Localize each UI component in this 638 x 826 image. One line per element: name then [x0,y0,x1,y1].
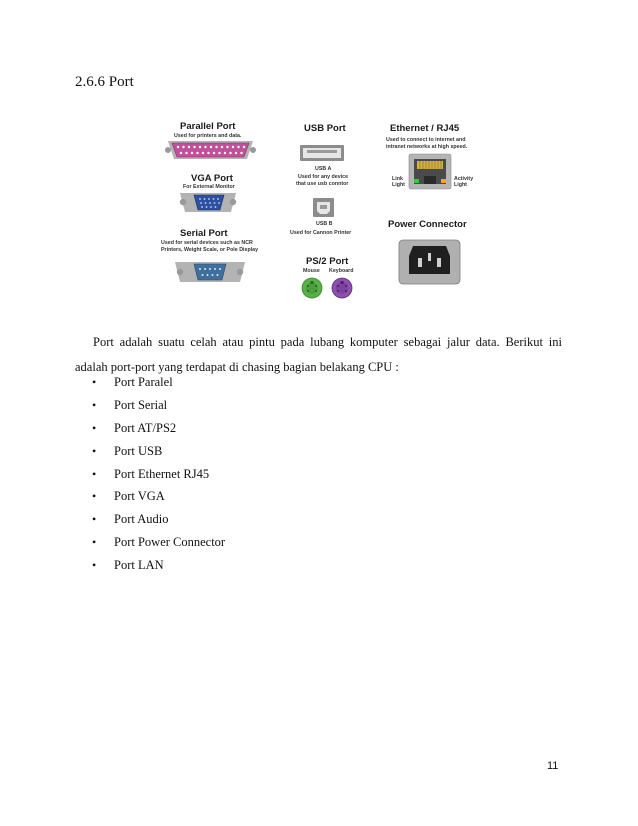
list-item-text: Port LAN [114,558,164,573]
list-item-text: Port USB [114,443,163,458]
list-item-text: Port AT/PS2 [114,420,177,435]
list-item [92,371,225,394]
bullet-icon: • [92,466,97,481]
list-item [92,531,225,554]
ps2-keyboard-port-icon [332,278,352,298]
usb-b-port-icon [313,198,334,217]
bullet-icon: • [92,420,97,435]
usb-b-desc: Used for Cannon Printer [290,230,352,236]
activity-light-label-1: Activity [454,176,474,182]
link-light-label-2: Light [392,182,405,188]
ethernet-desc-2: intranet networks at high speed. [386,144,468,150]
list-item [92,440,225,463]
list-item [92,417,225,440]
ps2-port-title: PS/2 Port [306,256,349,267]
bullet-icon: • [92,512,97,527]
list-item-text: Port VGA [114,489,165,504]
serial-port-desc-2: Printers, Weight Scale, or Pole Display [161,247,259,253]
ps2-mouse-label: Mouse [303,268,320,274]
list-item [92,485,225,508]
usb-a-desc-1: Used for any device [298,174,349,180]
usb-port-title: USB Port [304,123,346,134]
parallel-port-desc: Used for printers and data. [174,133,242,139]
activity-light-label-2: Light [454,182,467,188]
page-number: 11 [547,760,559,772]
power-connector-title: Power Connector [388,219,467,230]
serial-port-title: Serial Port [180,228,228,239]
parallel-port-title: Parallel Port [180,121,236,132]
vga-port-title: VGA Port [191,173,233,184]
vga-port-desc: For External Monitor [183,184,235,190]
usb-a-desc-2: that use usb conntor [296,181,349,187]
list-item-text: Port Power Connector [114,535,226,550]
list-item-text: Port Paralel [114,375,173,389]
serial-port-desc-1: Used for serial devices such as NCR [161,240,253,246]
port-list [92,371,225,577]
serial-port-icon [175,262,245,282]
activity-light-led [441,179,446,183]
bullet-icon: • [92,375,97,389]
usb-a-label: USB A [315,166,332,172]
bullet-icon: • [92,489,97,504]
list-item-text: Port Serial [114,397,168,412]
ethernet-desc-1: Used to connect to internet and [386,137,466,143]
ethernet-port-icon [409,154,451,189]
bullet-icon: • [92,397,97,412]
power-connector-icon [399,240,460,284]
bullet-icon: • [92,558,97,573]
ethernet-port-title: Ethernet / RJ45 [390,123,460,134]
list-item [92,508,225,531]
section-heading: 2.6.6 Port [75,74,134,90]
usb-b-label: USB B [316,221,333,227]
bullet-icon: • [92,443,97,458]
list-item [92,394,225,417]
bullet-icon: • [92,535,97,550]
parallel-port-icon [165,141,256,159]
vga-port-icon [180,193,236,212]
list-item-text: Port Ethernet RJ45 [114,466,210,481]
ps2-mouse-port-icon [302,278,322,298]
ports-diagram [158,116,483,304]
list-item [92,554,225,577]
list-item [92,463,225,486]
usb-a-port-icon [300,145,344,161]
paragraph-text: Port adalah suatu celah atau pintu pada lubang komputer sebagai jalur data. Berikut ini adalah port-port yang terdapat di chasing bagian belakang CPU : [75,334,562,374]
ports-figure [158,116,483,304]
link-light-led [414,179,419,183]
link-light-label-1: Link [392,176,403,182]
ps2-keyboard-label: Keyboard [329,268,354,274]
list-item-text: Port Audio [114,512,169,527]
